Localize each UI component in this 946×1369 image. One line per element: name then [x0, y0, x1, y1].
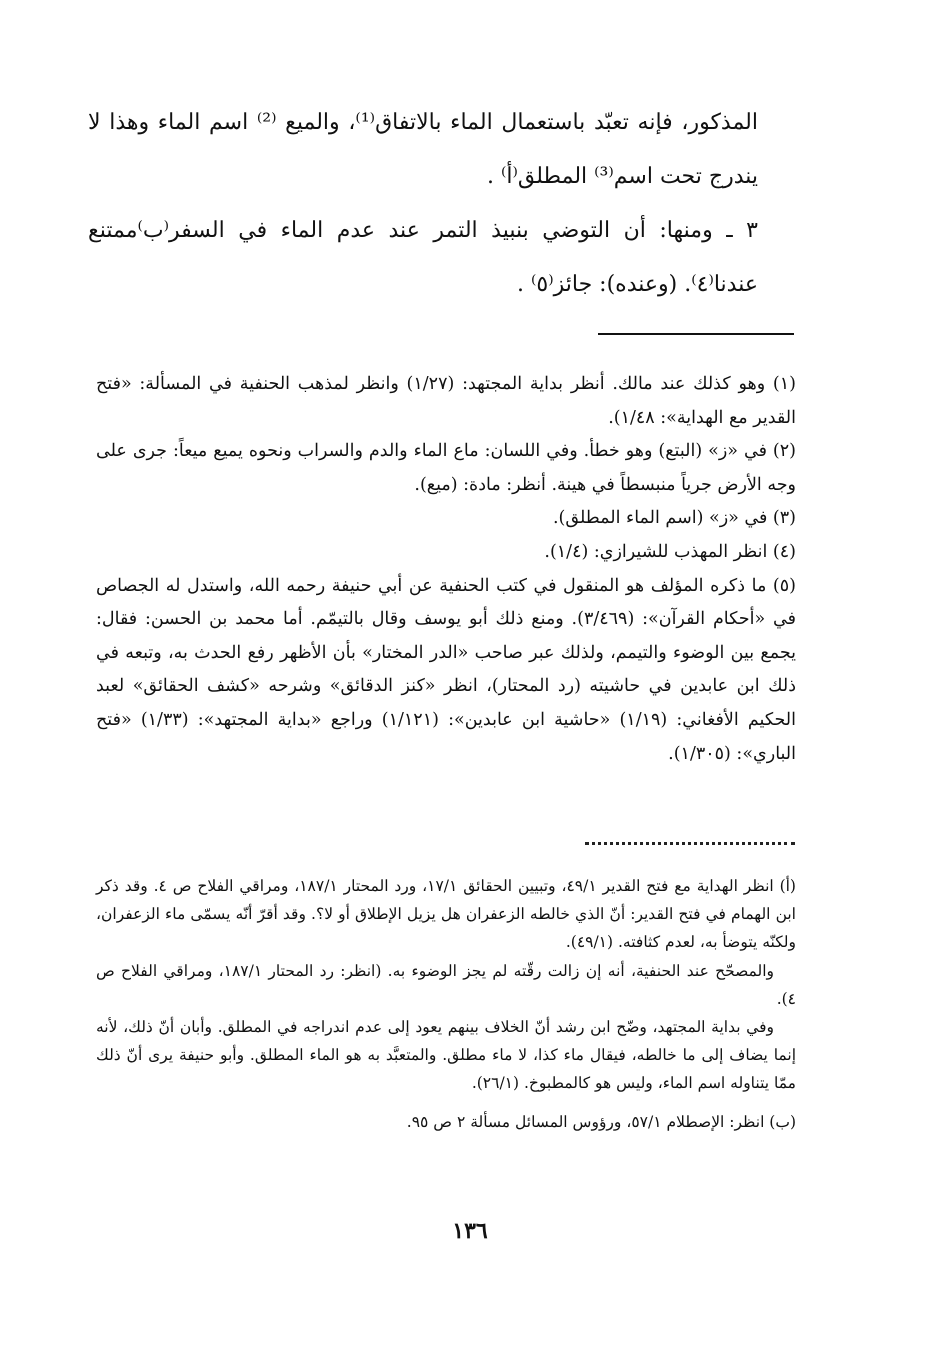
footnote-b: (ب) انظر: الإصطلام ٥٧/١، ورؤوس المسائل مسألة ٢ ص ٩٥. [406, 1112, 796, 1131]
footnote-3: (٣) في «ز» (اسم الماء المطلق). [552, 508, 796, 529]
numbered-footnotes [96, 368, 796, 771]
footnote-separator-line [598, 333, 794, 335]
main-paragraph: ٣ ـ ومنها: أن التوضي بنبيذ التمر عند عدم الماء في السفر⁽ب⁾ممتنع عندنا⁽٤⁾. (وعنده): جائز⁽٥⁾ . [88, 218, 758, 297]
main-paragraph: المذكور، فإنه تعبّد باستعمال الماء بالاتفاق⁽¹⁾، والميع ⁽²⁾ اسم الماء وهذا لا يندرج تحت اسم⁽³⁾ المطلق⁽أ⁾ . [88, 110, 758, 189]
footnote-2: (٢) في «ز» (البتع) وهو خطأ. وفي اللسان: ماع الماء والدم والسراب ونحوه يميع ميعاً: جرى على وجه الأرض جرياً منبسطاً في هينة. أنظر: مادة: (ميع). [96, 441, 796, 495]
footnote-a-continuation: وفي بداية المجتهد، وضّح ابن رشد أنّ الخلاف بينهم يعود إلى عدم اندراجه في المطلق. وأبان أنّ ذلك، لأنه إنما يضاف إلى ما خالطه، فيقال ماء كذا، لا ماء مطلق. والمتعبَّد به هو الماء المطلق. وأبو حنيفة يرى أنّ ذلك ممّا يتناوله اسم الماء، وليس هو كالمطبوخ. (٢٦/١). [96, 1018, 796, 1093]
footnote-5: (٥) ما ذكره المؤلف هو المنقول في كتب الحنفية عن أبي حنيفة رحمه الله، واستدل له الجصاص في «أحكام القرآن»: (٣/٤٦٩). ومنع ذلك أبو يوسف وقال بالتيمّم. أما محمد بن الحسن: فقال: يجمع بين الوضوء والتيمم، ولذلك عبر صاحب «الدر المختار» بأن الأظهر رفع الحدث به، وتبعه في ذلك ابن عابدين في حاشيته (رد المحتار)، انظر «كنز الدقائق» وشرحه «كشف الحقائق» لعبد الحكيم الأفغاني: (١/١٩) «حاشية ابن عابدين»: (١/١٢١) وراجع «بداية المجتهد»: (١/٣٣) «فتح الباري»: (١/٣٠٥). [96, 575, 796, 764]
footnote-a-continuation: والمصحّح عند الحنفية، أنه إن زالت رقّته لم يجز الوضوء به. (انظر: رد المحتار ١٨٧/١، ومراقي الفلاح ص ٤). [96, 961, 796, 1008]
footnote-1: (١) وهو كذلك عند مالك. أنظر بداية المجتهد: (١/٢٧) وانظر لمذهب الحنفية في المسألة: «فتح القدير مع الهداية»: ١/٤٨). [96, 374, 796, 428]
lettered-footnotes [96, 872, 796, 1136]
footnote-4: (٤) انظر المهذب للشيرازي: (١/٤). [544, 541, 796, 562]
dotted-separator-line [585, 842, 795, 845]
main-text [88, 96, 758, 312]
footnote-a: (أ) انظر الهداية مع فتح القدير ٤٩/١، وتبيين الحقائق ١٧/١، ورد المحتار ١٨٧/١، ومراقي الفلاح ص ٤. وقد ذكر ابن الهمام في فتح القدير: أنّ الذي خالطه الزعفران هل يزيل الإطلاق أو لا؟. وقد أقرّ أنّه يسمّى ماء الزعفران، ولكنّه يتوضأ به، لعدم كثافته. (٤٩/١). [96, 877, 796, 952]
page-number: ١٣٦ [452, 1218, 488, 1244]
